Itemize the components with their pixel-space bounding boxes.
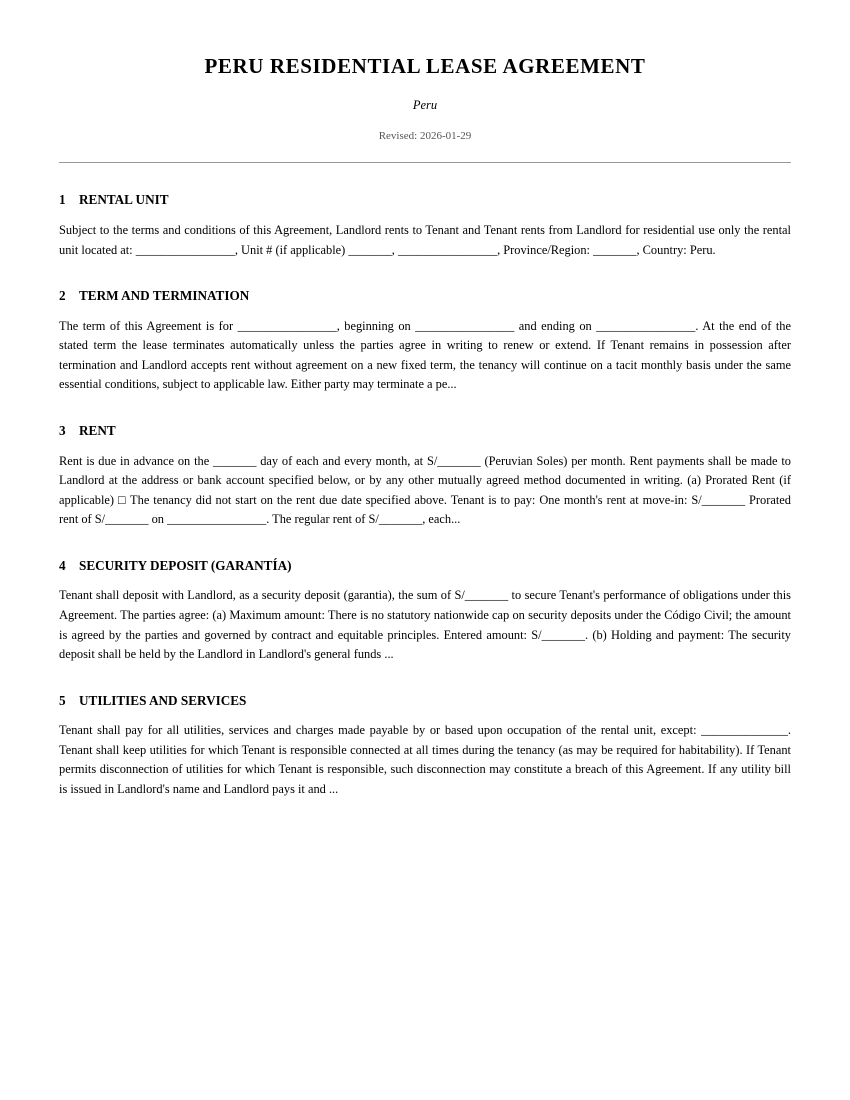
header-divider bbox=[59, 162, 791, 163]
section-heading-rent bbox=[59, 423, 791, 440]
section-body-rental-unit: Subject to the terms and conditions of this Agreement, Landlord rents to Tenant and Tenant rents from Landlord for residential use only the rental unit located at: ________________, Unit # (if applicable) _______, ________________, Province/Region: _______, Country: Peru. bbox=[59, 222, 791, 257]
section-number: 5 bbox=[59, 692, 66, 708]
section-title: SECURITY DEPOSIT (GARANTÍA) bbox=[79, 557, 292, 573]
section-body-term-and-termination: The term of this Agreement is for ________________, beginning on ________________ and ending on ________________. At the end of the stated term the lease terminates automatically unless the parties agree in writing to renew or extend. If Tenant remains in possession after termination and Landlord accepts rent without agreement on a new fixed term, the tenancy will continue on a tacit monthly basis under the same essential conditions, subject to applicable law. Either party may terminate a pe... bbox=[59, 318, 791, 392]
section-security-deposit bbox=[59, 558, 791, 665]
section-title: RENTAL UNIT bbox=[79, 192, 169, 208]
section-body-security-deposit: Tenant shall deposit with Landlord, as a security deposit (garantia), the sum of S/_______ to secure Tenant's performance of obligations under this Agreement. The parties agree: (a) Maximum amount: There is no statutory nationwide cap on security deposits under the Código Civil; the amount is agreed by the parties and governed by contract and equitable principles. Entered amount: S/_______. (b) Holding and payment: The security deposit shall be held by the Landlord in Landlord's general funds ... bbox=[59, 588, 791, 662]
section-heading-security-deposit bbox=[59, 558, 791, 575]
section-number: 2 bbox=[59, 288, 66, 304]
section-utilities-and-services bbox=[59, 693, 791, 800]
section-title: TERM AND TERMINATION bbox=[79, 288, 250, 304]
section-title: RENT bbox=[79, 423, 116, 438]
section-heading-utilities-and-services bbox=[59, 693, 791, 710]
section-rental-unit bbox=[59, 192, 791, 260]
section-term-and-termination bbox=[59, 288, 791, 395]
section-title: UTILITIES AND SERVICES bbox=[79, 692, 247, 708]
section-rent bbox=[59, 423, 791, 530]
document-revised-date: Revised: 2026-01-29 bbox=[378, 130, 472, 143]
section-number: 4 bbox=[59, 557, 66, 573]
section-number: 3 bbox=[59, 423, 66, 438]
section-number: 1 bbox=[59, 192, 66, 208]
section-heading-term-and-termination bbox=[59, 288, 791, 305]
section-heading-rental-unit bbox=[59, 192, 791, 209]
document-subtitle-jurisdiction: Peru bbox=[412, 98, 438, 113]
section-body-rent: Rent is due in advance on the _______ day of each and every month, at S/_______ (Peruvian Soles) per month. Rent payments shall be made to Landlord at the address or bank account specified below, or by any other mutually agreed method documented in writing. (a) Prorated Rent (if applicable) □ The tenancy did not start on the rent due date specified above. Tenant is to pay: One month's rent at move-in: S/_______ Prorated rent of S/_______ on ________________. The regular rent of S/_______, each... bbox=[59, 453, 791, 527]
section-body-utilities-and-services: Tenant shall pay for all utilities, services and charges made payable by or based upon occupation of the rental unit, except: ______________. Tenant shall keep utilities for which Tenant is responsible connected at all times during the tenancy (as may be required for habitability). If Tenant permits disconnection of utilities for which Tenant is responsible, such disconnection may constitute a breach of this Agreement. If any utility bill is issued in Landlord's name and Landlord pays it and ... bbox=[59, 723, 791, 797]
document-title: PERU RESIDENTIAL LEASE AGREEMENT bbox=[204, 54, 646, 78]
